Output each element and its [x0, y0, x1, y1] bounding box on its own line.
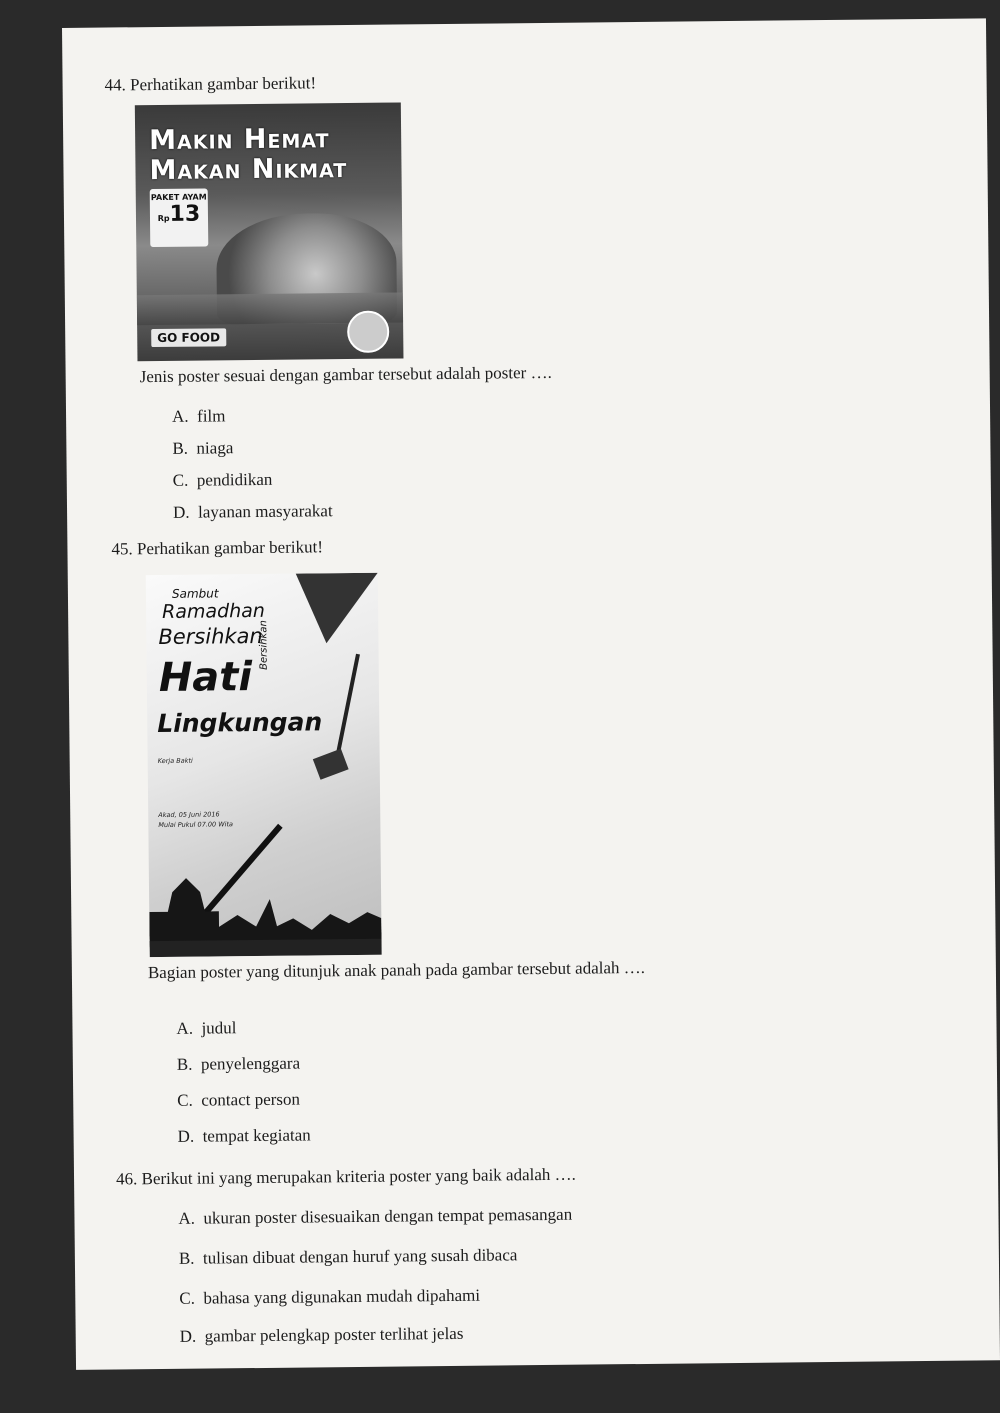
- option-text: ukuran poster disesuaikan dengan tempat pemasangan: [203, 1204, 573, 1228]
- poster-line-lingkungan: Lingkungan: [157, 707, 323, 739]
- q44-prompt: Jenis poster sesuai dengan gambar tersebut adalah poster ….: [139, 362, 552, 387]
- badge-prefix: Rp: [157, 213, 170, 224]
- q45-option-b[interactable]: [177, 1054, 300, 1075]
- option-letter: D.: [172, 502, 190, 522]
- option-text: penyelenggara: [200, 1053, 301, 1074]
- option-letter: C.: [177, 1090, 193, 1110]
- option-letter: C.: [179, 1288, 196, 1308]
- option-text: gambar pelengkap poster terlihat jelas: [204, 1323, 464, 1346]
- poster-detail-2: Akad, 05 Juni 2016: [158, 810, 220, 820]
- poster-line-sambut: Sambut: [171, 586, 219, 601]
- option-text: layanan masyarakat: [198, 501, 333, 522]
- q46-option-b[interactable]: [179, 1245, 518, 1269]
- poster-detail-1: Kerja Bakti: [157, 756, 193, 766]
- option-letter: A.: [178, 1208, 196, 1228]
- q44-poster-image: [135, 102, 404, 361]
- option-letter: C.: [172, 470, 189, 490]
- poster-title-line1: Makin Hemat: [149, 123, 330, 157]
- option-letter: A.: [171, 406, 189, 426]
- option-text: pendidikan: [196, 469, 273, 490]
- q44-option-c[interactable]: [173, 470, 273, 491]
- q45-option-a[interactable]: [176, 1018, 236, 1039]
- poster-footer-bar: [150, 939, 382, 957]
- option-text: judul: [201, 1018, 237, 1038]
- option-text: film: [197, 406, 226, 426]
- option-text: bahasa yang digunakan mudah dipahami: [203, 1285, 481, 1308]
- option-letter: B.: [176, 1054, 193, 1074]
- gofood-label: GO FOOD: [151, 328, 226, 347]
- price-badge: [150, 188, 209, 247]
- q45-option-c[interactable]: [177, 1090, 300, 1111]
- option-text: niaga: [196, 438, 234, 458]
- q46-option-d[interactable]: [180, 1324, 464, 1347]
- option-letter: D.: [177, 1126, 195, 1146]
- poster-line-bersihkan: Bersihkan: [158, 623, 263, 650]
- q45-heading: 45. Perhatikan gambar berikut!: [111, 537, 324, 559]
- option-letter: A.: [176, 1018, 194, 1038]
- worksheet-page: [62, 18, 1000, 1370]
- halal-logo-icon: [347, 311, 389, 353]
- poster-line-ramadhan: Ramadhan: [162, 599, 266, 623]
- option-letter: B.: [178, 1248, 195, 1268]
- q44-option-b[interactable]: [172, 438, 233, 459]
- q44-option-d[interactable]: [173, 501, 333, 523]
- option-letter: B.: [172, 438, 189, 458]
- option-letter: D.: [179, 1326, 197, 1346]
- option-text: tulisan dibuat dengan huruf yang susah dibaca: [202, 1245, 518, 1268]
- q44-heading: 44. Perhatikan gambar berikut!: [104, 73, 317, 95]
- q46-option-a[interactable]: [178, 1205, 572, 1229]
- q45-prompt: Bagian poster yang ditunjuk anak panah pada gambar tersebut adalah ….: [147, 957, 646, 983]
- poster-title-line2: Makan Nikmat: [149, 153, 348, 187]
- option-text: contact person: [201, 1089, 301, 1110]
- poster-detail-3: Mulai Pukul 07.00 Wita: [158, 820, 234, 830]
- q44-option-a[interactable]: [172, 406, 226, 427]
- poster-line-hati: Hati: [158, 654, 253, 702]
- q45-poster-image: [146, 573, 382, 957]
- q45-option-d[interactable]: [178, 1125, 311, 1146]
- poster-side-word: Bersihkan: [258, 620, 270, 670]
- badge-label: PAKET AYAM: [150, 192, 207, 203]
- q46-heading: 46. Berikut ini yang merupakan kriteria poster yang baik adalah ….: [115, 1164, 576, 1189]
- q46-option-c[interactable]: [179, 1286, 480, 1309]
- badge-price: 13: [169, 201, 201, 227]
- option-text: tempat kegiatan: [202, 1125, 311, 1146]
